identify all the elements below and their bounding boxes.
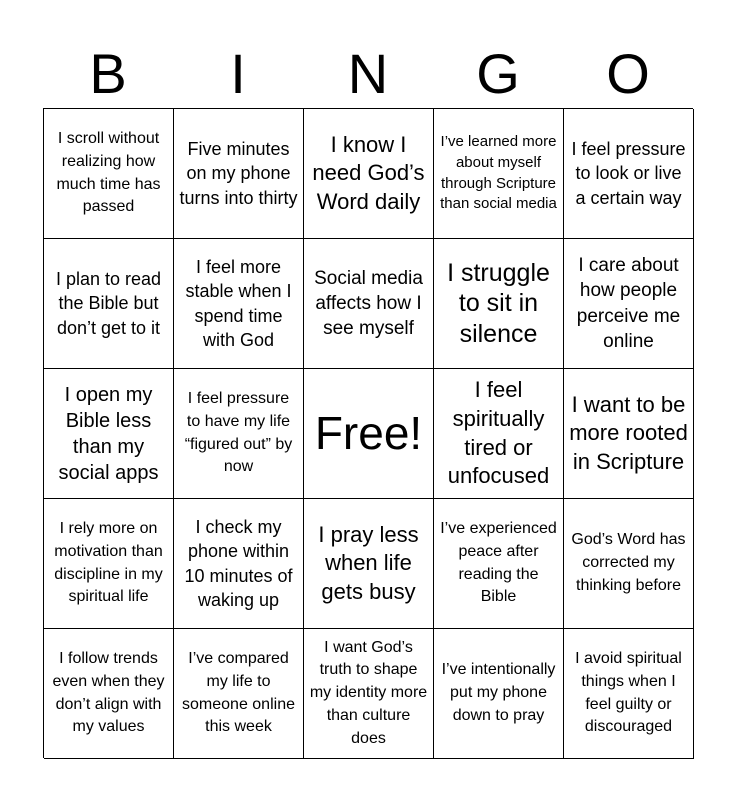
bingo-cell[interactable] (564, 499, 694, 629)
cell-text: I scroll without realizing how much time has passed (56, 130, 161, 216)
bingo-grid (43, 108, 693, 758)
cell-text: I want God’s truth to shape my identity more than culture does (309, 638, 428, 747)
cell-text: I feel more stable when I spend time with God (185, 256, 292, 350)
bingo-cell[interactable] (434, 239, 564, 369)
cell-text: Five minutes on my phone turns into thirty (179, 138, 298, 208)
cell-text: I’ve experienced peace after reading the Bible (440, 520, 557, 606)
cell-text: I struggle to sit in silence (447, 258, 550, 348)
bingo-cell[interactable] (304, 629, 434, 759)
cell-text: I avoid spiritual things when I feel guilty or discouraged (575, 650, 682, 736)
header-letter-g: G (476, 42, 520, 105)
cell-text: I plan to read the Bible but don’t get to it (55, 268, 162, 338)
cell-text: I care about how people perceive me online (576, 255, 681, 352)
bingo-cell[interactable] (304, 109, 434, 239)
cell-text: I’ve intentionally put my phone down to pray (441, 661, 556, 724)
bingo-cell[interactable] (174, 369, 304, 499)
free-space-cell[interactable] (304, 369, 434, 499)
header-letter-n: N (347, 42, 389, 105)
bingo-cell[interactable] (44, 629, 174, 759)
cell-text: Social media affects how I see myself (314, 267, 423, 340)
bingo-cell[interactable] (44, 239, 174, 369)
bingo-cell[interactable] (564, 239, 694, 369)
bingo-cell[interactable] (304, 499, 434, 629)
bingo-cell[interactable] (564, 629, 694, 759)
bingo-cell[interactable] (44, 369, 174, 499)
cell-text: I open my Bible less than my social apps (58, 383, 159, 484)
bingo-cell[interactable] (434, 369, 564, 499)
bingo-cell[interactable] (564, 109, 694, 239)
header-letter-o: O (606, 42, 650, 105)
bingo-cell[interactable] (44, 499, 174, 629)
bingo-cell[interactable] (564, 369, 694, 499)
bingo-cell[interactable] (434, 499, 564, 629)
header-letter-i: I (230, 42, 246, 105)
bingo-cell[interactable] (304, 239, 434, 369)
cell-text: I check my phone within 10 minutes of waking up (184, 516, 293, 610)
cell-text: I know I need God’s Word daily (312, 131, 425, 214)
cell-text: I feel pressure to look or live a certain way (571, 138, 686, 208)
bingo-cell[interactable] (174, 239, 304, 369)
bingo-cell[interactable] (434, 629, 564, 759)
cell-text: I’ve learned more about myself through Scripture than social media (440, 133, 557, 213)
cell-text: I’ve compared my life to someone online this week (182, 650, 295, 736)
cell-text: I feel pressure to have my life “figured out” by now (184, 390, 293, 476)
cell-text: I pray less when life gets busy (318, 521, 419, 604)
bingo-cell[interactable] (174, 109, 304, 239)
bingo-cell[interactable] (174, 499, 304, 629)
cell-text: I rely more on motivation than discipline in my spiritual life (54, 520, 163, 606)
bingo-header (43, 40, 693, 108)
cell-text: I follow trends even when they don’t align with my values (52, 650, 165, 736)
bingo-cell[interactable] (434, 109, 564, 239)
free-space-text: Free! (314, 407, 423, 460)
cell-text: I feel spiritually tired or unfocused (447, 377, 550, 489)
cell-text: God’s Word has corrected my thinking before (571, 531, 686, 594)
cell-text: I want to be more rooted in Scripture (569, 391, 688, 474)
bingo-cell[interactable] (44, 109, 174, 239)
header-letter-b: B (89, 42, 127, 105)
bingo-cell[interactable] (174, 629, 304, 759)
